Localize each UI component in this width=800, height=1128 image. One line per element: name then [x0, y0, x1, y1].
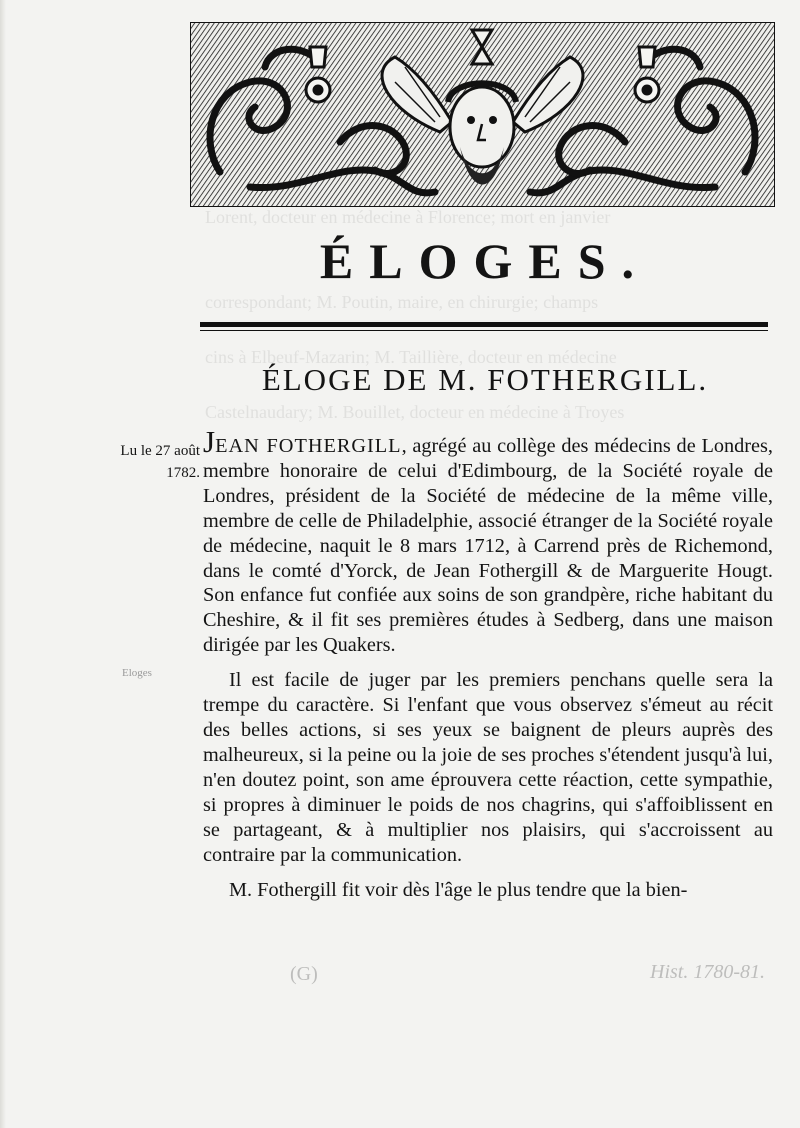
bleed-through: Castelnaudary; M. Bouillet, docteur en médecine à Troyes [205, 402, 625, 422]
bleed-through: cins à Elbeuf-Mazarin; M. Taillière, docteur en médecine [205, 347, 617, 367]
margin-note-year: 1782. [166, 465, 200, 481]
paragraph-3: M. Fothergill fit voir dès l'âge le plus tendre que la bien- [229, 879, 688, 902]
page-title: ÉLOGES. [319, 233, 651, 289]
headpiece-ornament-icon [190, 22, 775, 207]
paragraph-1-text: , agrégé au collège des médecins de Londres, membre honoraire de celui d'Edimbourg, de la Société royale de Londres, président de la Société de médecine de la même ville, membre de celle de Philadelphie, associé étranger de la Société royale de médecine, naquit le 8 mars 1712, à Carrend près de Richemond, dans le comté d'Yorck, de Jean Fothergill & de Marguerite Hougt. Son enfance fut confiée aux soins de son grandpère, riche habitant du Cheshire, & il fit ses premières études à Sedberg, dans une maison dirigée par les Quakers. [203, 435, 773, 657]
drop-cap: J [203, 424, 216, 459]
bleed-through: correspondant; M. Poutin, maire, en chirurgie; champs [205, 292, 599, 312]
subject-name: EAN FOTHERGILL [215, 435, 402, 457]
paragraph-2: Il est facile de juger par les premiers penchans quelle sera la trempe du caractère. Si l'enfant que vous observez s'émeut au récit des belles actions, si ses yeux se baignent de pleurs auprès des malheureux, si la peine ou la joie de ses proches s'étendent jusqu'à lui, n'en doutez point, son ame éprouvera cette réaction, cette sympathie, si propres à diminuer le poids de nos chagrins, qui s'affoiblissent en se partageant, & à multiplier nos plaisirs, qui s'accroissent au contraire par la communication. [203, 669, 773, 866]
svg-text:(G): (G) [290, 963, 318, 985]
library-stamp-icon [270, 952, 790, 992]
title-rule-thin [200, 330, 768, 331]
paragraph-1 [203, 424, 773, 658]
margin-stamp: Eloges [122, 667, 152, 679]
page-edge-shadow [0, 0, 6, 1128]
margin-note [70, 440, 200, 484]
title-rule-thick [200, 322, 768, 327]
svg-text:Hist. 1780-81.: Hist. 1780-81. [650, 961, 765, 983]
bleed-through: Lorent, docteur en médecine à Florence; mort en janvier [205, 207, 611, 227]
body-text [203, 424, 773, 903]
section-title: ÉLOGE DE M. FOTHERGILL. [261, 362, 709, 397]
margin-note-date: Lu le 27 août [120, 443, 200, 459]
